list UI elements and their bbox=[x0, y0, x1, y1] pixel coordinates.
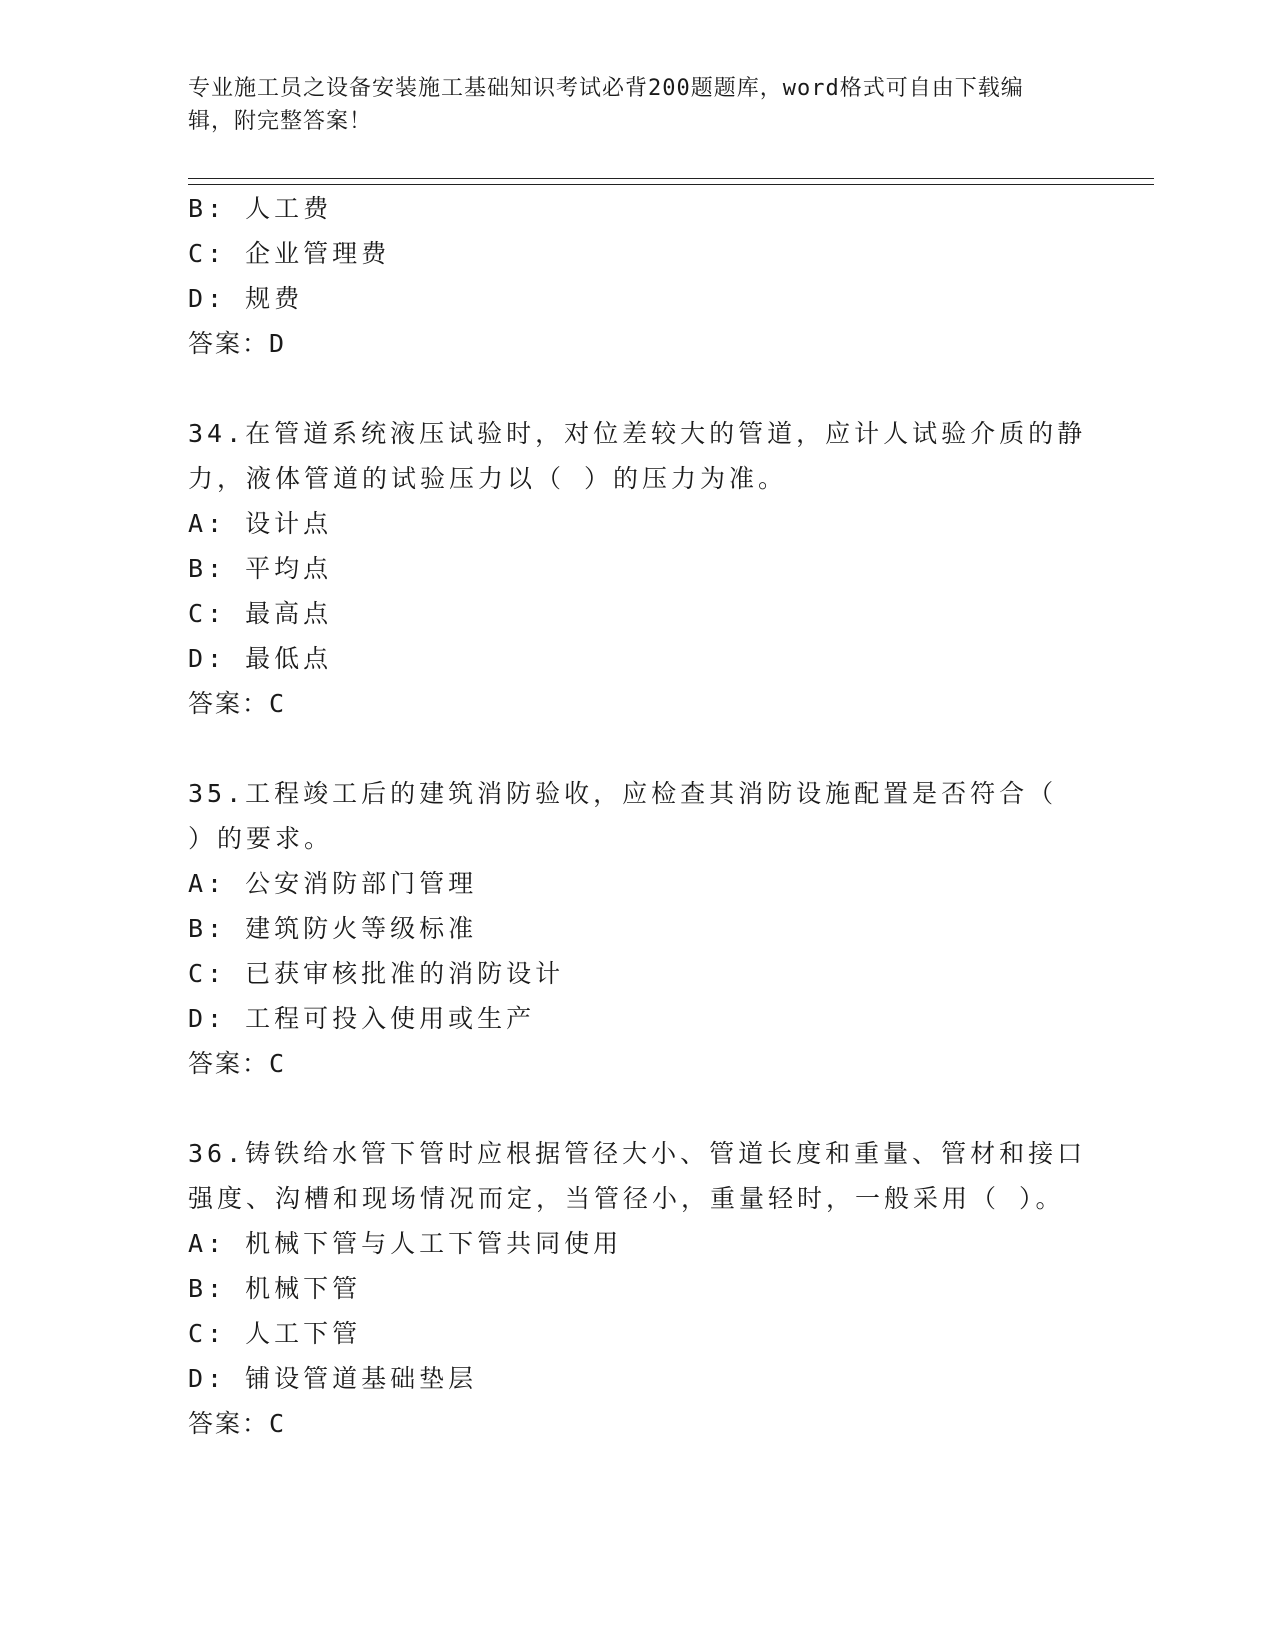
question-stem-cont: ）的要求。 bbox=[188, 824, 334, 853]
option-c: C: 人工下管 bbox=[188, 1319, 362, 1348]
option-b: B: 建筑防火等级标准 bbox=[188, 914, 478, 943]
option-b: B: 平均点 bbox=[188, 554, 333, 583]
header-divider-bottom bbox=[188, 184, 1154, 185]
answer: 答案：C bbox=[188, 689, 287, 718]
question-stem: 34.在管道系统液压试验时，对位差较大的管道，应计人试验介质的静 bbox=[188, 419, 1087, 448]
option-d: D: 铺设管道基础垫层 bbox=[188, 1364, 478, 1393]
option-a: A: 设计点 bbox=[188, 509, 333, 538]
answer: 答案：C bbox=[188, 1049, 287, 1078]
option-d: D: 规费 bbox=[188, 284, 304, 313]
question-stem: 35.工程竣工后的建筑消防验收，应检查其消防设施配置是否符合（ bbox=[188, 779, 1058, 808]
option-c: C: 已获审核批准的消防设计 bbox=[188, 959, 565, 988]
question-stem-cont: 力，液体管道的试验压力以（ ）的压力为准。 bbox=[188, 464, 788, 493]
option-d: D: 工程可投入使用或生产 bbox=[188, 1004, 536, 1033]
option-b: B: 机械下管 bbox=[188, 1274, 362, 1303]
question-stem-cont: 强度、沟槽和现场情况而定，当管径小，重量轻时，一般采用（ ）。 bbox=[188, 1184, 1065, 1213]
document-header: 专业施工员之设备安装施工基础知识考试必背200题题库，word格式可自由下载编辑，附完整答案！ bbox=[188, 76, 1024, 134]
header-divider-top bbox=[188, 178, 1154, 179]
option-b: B: 人工费 bbox=[188, 194, 333, 223]
answer: 答案：C bbox=[188, 1409, 287, 1438]
answer: 答案：D bbox=[188, 329, 287, 358]
option-c: C: 最高点 bbox=[188, 599, 333, 628]
option-c: C: 企业管理费 bbox=[188, 239, 391, 268]
question-stem: 36.铸铁给水管下管时应根据管径大小、管道长度和重量、管材和接口 bbox=[188, 1139, 1087, 1168]
option-d: D: 最低点 bbox=[188, 644, 333, 673]
option-a: A: 公安消防部门管理 bbox=[188, 869, 478, 898]
option-a: A: 机械下管与人工下管共同使用 bbox=[188, 1229, 623, 1258]
